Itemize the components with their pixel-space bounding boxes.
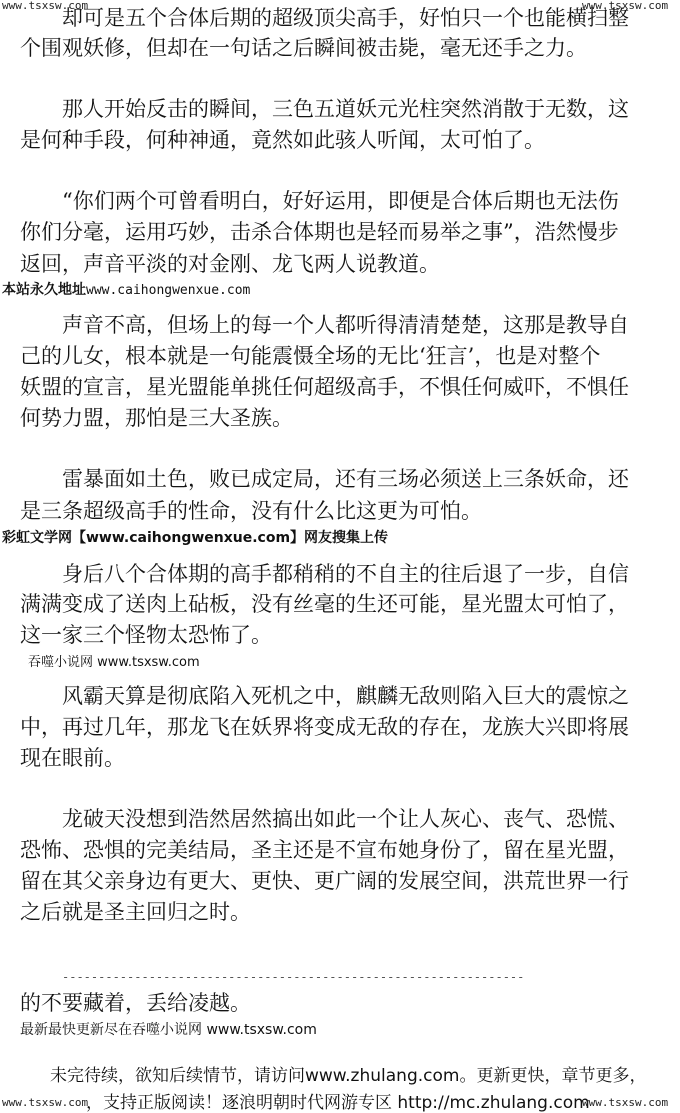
text-line: 风霸天算是彻底陷入死机之中，麒麟无敌则陷入巨大的震惊之 bbox=[62, 684, 629, 708]
text-line: 那人开始反击的瞬间，三色五道妖元光柱突然消散于无数，这 bbox=[62, 97, 629, 121]
text-line: 声音不高，但场上的每一个人都听得清清楚楚，这那是教导自 bbox=[62, 313, 629, 337]
text-line: 是何种手段，何种神通，竟然如此骇人听闻，太可怕了。 bbox=[20, 128, 545, 152]
text-line: 个围观妖修，但却在一句话之后瞬间被击毙，毫无还手之力。 bbox=[20, 36, 587, 60]
footer-continue-notice: 未完待续，欲知后续情节，请访问www.zhulang.com。更新更快，章节更多， bbox=[50, 1066, 647, 1086]
watermark-bottom-right: www.tsxsw.com bbox=[582, 1096, 669, 1109]
text-line: 恐怖、恐惧的完美结局，圣主还是不宣布她身份了，留在星光盟， bbox=[20, 838, 629, 862]
watermark-top-left: www.tsxsw.com bbox=[2, 0, 89, 12]
text-line: 你们分毫，运用巧妙，击杀合体期也是轻而易举之事”，浩然慢步 bbox=[20, 220, 619, 244]
text-line: 现在眼前。 bbox=[20, 746, 125, 770]
text-line: 龙破天没想到浩然居然搞出如此一个让人灰心、丧气、恐慌、 bbox=[62, 807, 629, 831]
text-line: 这一家三个怪物太恐怖了。 bbox=[20, 623, 272, 647]
text-line: 返回，声音平淡的对金刚、龙飞两人说教道。 bbox=[20, 252, 440, 276]
text-line: 的不要藏着，丢给凌越。 bbox=[20, 991, 251, 1015]
watermark-bottom-left: www.tsxsw.com bbox=[2, 1096, 89, 1109]
separator-line: ---------------------------------------------------------------- bbox=[62, 970, 525, 984]
text-line: 雷暴面如土色，败已成定局，还有三场必须送上三条妖命，还 bbox=[62, 467, 629, 491]
text-line: 却可是五个合体后期的超级顶尖高手，好怕只一个也能横扫整 bbox=[62, 6, 629, 30]
ad-tsxsw: 吞噬小说网 www.tsxsw.com bbox=[28, 655, 200, 670]
ad-latest-update: 最新最快更新尽在吞噬小说网 www.tsxsw.com bbox=[20, 1022, 317, 1038]
text-line: 妖盟的宣言，星光盟能单挑任何超级高手，不惧任何威吓，不惧任 bbox=[20, 375, 629, 399]
ad-permanent-address bbox=[2, 279, 250, 299]
text-line: 何势力盟，那怕是三大圣族。 bbox=[20, 406, 293, 430]
text-line: 满满变成了送肉上砧板，没有丝毫的生还可能，星光盟太可怕了， bbox=[20, 592, 629, 616]
text-line: 是三条超级高手的性命，没有什么比这更为可怕。 bbox=[20, 499, 482, 523]
footer-support-notice: ，支持正版阅读！逐浪明朝时代网游专区 http://mc.zhulang.com bbox=[86, 1093, 590, 1113]
watermark-top-right: www.tsxsw.com bbox=[582, 0, 669, 12]
ad-label: 本站永久地址 bbox=[2, 282, 86, 298]
text-line: 身后八个合体期的高手都稍稍的不自主的往后退了一步，自信 bbox=[62, 562, 629, 586]
ad-url-link[interactable]: www.caihongwenxue.com bbox=[86, 283, 251, 298]
ad-uploaded-notice: 彩虹文学网【www.caihongwenxue.com】网友搜集上传 bbox=[2, 530, 389, 546]
text-line: 中，再过几年，那龙飞在妖界将变成无敌的存在，龙族大兴即将展 bbox=[20, 715, 629, 739]
text-line: 之后就是圣主回归之时。 bbox=[20, 900, 251, 924]
text-line: 己的儿女，根本就是一句能震慑全场的无比‘狂言’，也是对整个 bbox=[20, 344, 601, 368]
text-line: 留在其父亲身边有更大、更快、更广阔的发展空间，洪荒世界一行 bbox=[20, 869, 629, 893]
text-line: “你们两个可曾看明白，好好运用，即便是合体后期也无法伤 bbox=[62, 189, 619, 213]
